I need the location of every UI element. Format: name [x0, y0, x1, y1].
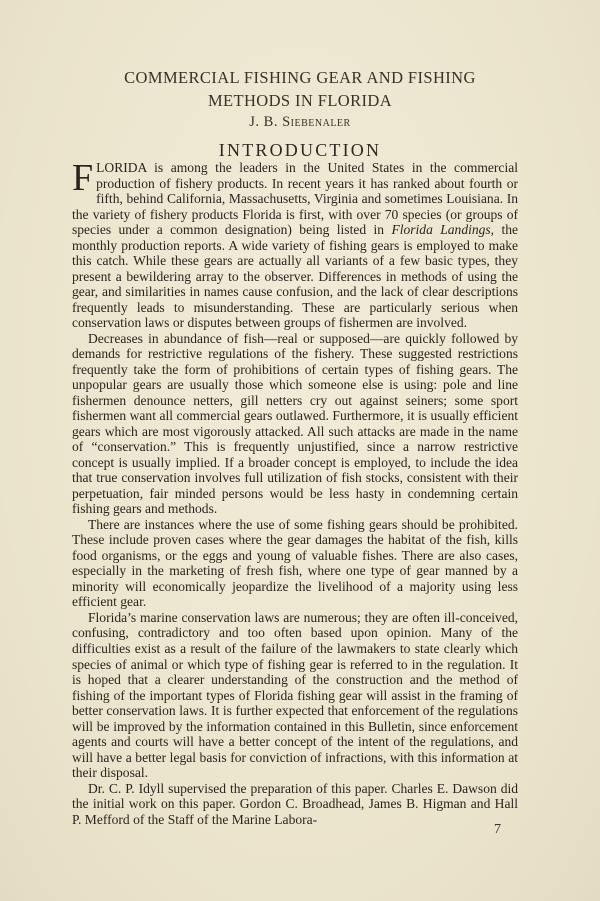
author-byline: J. B. Siebenaler — [249, 114, 351, 130]
body-paragraph-2: Decreases in abundance of fish—real or supposed—are quickly followed by demands for restrictive regulations of the fishery. These suggested restrictions frequently take the form of prohibitions of certain types of fishing gears. The unpopular gears are usually those which someone else is using: pole and line fishermen denounce netters, gill netters cry out against seiners; some sport fishermen want all commercial gears outlawed. Furthermore, it is usually efficient gears which are most vigorously attacked. All such attacks are made in the name of “conservation.” This is frequently unjustified, since a narrow restrictive concept is usually implied. If a broader concept is employed, to include the idea that true conservation involves full utilization of fish stocks, consistent with their perpetuation, fair minded persons would be less hasty in condemning certain fishing gears and methods. — [72, 330, 518, 517]
body-paragraph-1 — [72, 157, 519, 331]
paragraph-1-text-a: LORIDA is among the leaders in the United States in the commercial production of fishery products. In recent years it has ranked about fourth or fifth, behind California, Massachusetts, Virginia and sometimes Louisiana. In the variety of fishery products Florida is first, with over 70 species (or groups of species under a common designation) being listed in — [72, 160, 518, 238]
body-paragraph-3: There are instances where the use of some fishing gears should be prohibited. These include proven cases where the gear damages the habitat of the fish, kills food organisms, or the eggs and young of valuable fishes. There are also cases, especially in the marketing of fresh fish, where one type of gear manned by a minority will economically jeopardize the livelihood of a majority using less efficient gear. — [72, 516, 518, 610]
paragraph-1-text-b: the monthly production reports. A wide variety of fishing gears is employed to make this catch. While these gears are actually all variants of a few basic types, they present a bewildering array to the observer. Differences in methods of using the gear, and similarities in names cause confusion, and the lack of clear descriptions frequently leads to misunderstanding. These are particularly serious when conservation laws or disputes between groups of fishermen are involved. — [72, 222, 519, 331]
page-number: 7 — [494, 822, 501, 837]
article-title — [0, 66, 600, 112]
publication-title: Florida Landings, — [391, 222, 495, 238]
drop-cap: F — [72, 157, 94, 199]
article-title-line-1: COMMERCIAL FISHING GEAR AND FISHING — [124, 68, 476, 87]
body-paragraph-5: Dr. C. P. Idyll supervised the preparation of this paper. Charles E. Dawson did the initial work on this paper. Gordon C. Broadhead, James B. Higman and Hall P. Mefford of the Staff of the Marine Labora- — [72, 780, 518, 827]
section-heading: INTRODUCTION — [218, 140, 382, 160]
body-paragraph-4: Florida’s marine conservation laws are numerous; they are often ill-conceived, confusing, contradictory and too often based upon opinion. Many of the difficulties exist as a result of the failure of the lawmakers to state clearly which species of animal or which type of fishing gear is referred to in the regulation. It is hoped that a clearer understanding of the construction and the method of fishing of the important types of Florida fishing gear will assist in the framing of better conservation laws. It is further expected that enforcement of the regulations will be improved by the information contained in this Bulletin, since enforcement agents and courts will have a better concept of the intent of the regulations, and will have a better legal basis for conviction of infractions, with this information at their disposal. — [72, 609, 518, 781]
article-title-line-2: METHODS IN FLORIDA — [207, 91, 393, 110]
article-body — [72, 157, 519, 827]
